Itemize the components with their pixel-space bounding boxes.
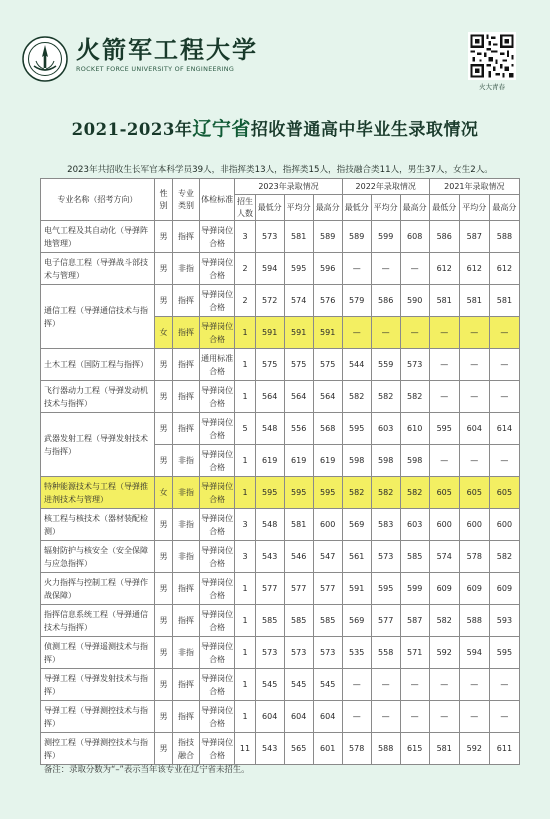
- header-max-2021: 最高分: [489, 195, 519, 221]
- score-avg-2021-cell: 605: [459, 477, 489, 509]
- gender-cell: 男: [154, 605, 172, 637]
- header-avg-2023: 平均分: [284, 195, 313, 221]
- score-min-2022-cell: 561: [342, 541, 371, 573]
- score-min-2023-cell: 585: [255, 605, 284, 637]
- score-avg-2023-cell: 573: [284, 637, 313, 669]
- gender-cell: 男: [154, 381, 172, 413]
- score-min-2023-cell: 573: [255, 221, 284, 253]
- enrollment-count-cell: 1: [235, 605, 255, 637]
- major-name-cell: 火力指挥与控制工程（导弹作战保障）: [41, 573, 155, 605]
- physical-standard-cell: 导弹岗位合格: [199, 253, 234, 285]
- score-max-2022-cell: 573: [400, 349, 429, 381]
- score-max-2023-cell: 577: [313, 573, 342, 605]
- major-name-cell: 电子信息工程（导弹战斗部技术与管理）: [41, 253, 155, 285]
- score-avg-2022-cell: —: [371, 317, 400, 349]
- score-max-2021-cell: 612: [489, 253, 519, 285]
- header-min-2023: 最低分: [255, 195, 284, 221]
- table-row: [41, 413, 520, 445]
- enrollment-count-cell: 1: [235, 445, 255, 477]
- score-min-2021-cell: 574: [429, 541, 459, 573]
- table-row: [41, 477, 520, 509]
- category-cell: 指挥: [173, 701, 200, 733]
- score-avg-2023-cell: 595: [284, 253, 313, 285]
- category-cell: 指挥: [173, 669, 200, 701]
- score-min-2021-cell: —: [429, 669, 459, 701]
- category-cell: 非指: [173, 253, 200, 285]
- gender-cell: 男: [154, 445, 172, 477]
- category-cell: 指挥: [173, 317, 200, 349]
- score-avg-2022-cell: 559: [371, 349, 400, 381]
- score-min-2022-cell: —: [342, 317, 371, 349]
- table-row: [41, 573, 520, 605]
- header-min-2022: 最低分: [342, 195, 371, 221]
- score-avg-2022-cell: 595: [371, 573, 400, 605]
- summary-text: 2023年共招收生长军官本科学员39人，非指挥类13人，指挥类15人，指技融合类11人，男生37人，女生2人。: [67, 165, 493, 175]
- score-avg-2022-cell: 558: [371, 637, 400, 669]
- enrollment-count-cell: 11: [235, 733, 255, 765]
- score-avg-2023-cell: 545: [284, 669, 313, 701]
- score-min-2021-cell: 609: [429, 573, 459, 605]
- qr-caption: 火大青春: [479, 83, 505, 91]
- score-min-2022-cell: 595: [342, 413, 371, 445]
- physical-standard-cell: 导弹岗位合格: [199, 445, 234, 477]
- category-cell: 指挥: [173, 349, 200, 381]
- table-row: [41, 637, 520, 669]
- score-min-2022-cell: —: [342, 669, 371, 701]
- header-physical: 体检标准: [199, 179, 234, 221]
- header-avg-2022: 平均分: [371, 195, 400, 221]
- major-name-cell: 武器发射工程（导弹发射技术与指挥）: [41, 413, 155, 477]
- score-max-2023-cell: 589: [313, 221, 342, 253]
- table-row: [41, 221, 520, 253]
- table-row: [41, 605, 520, 637]
- title-province: 辽宁省: [192, 118, 251, 140]
- score-avg-2021-cell: 609: [459, 573, 489, 605]
- category-cell: 指挥: [173, 285, 200, 317]
- header-count: 招生人数: [235, 195, 255, 221]
- physical-standard-cell: 导弹岗位合格: [199, 637, 234, 669]
- score-min-2022-cell: 544: [342, 349, 371, 381]
- score-min-2022-cell: —: [342, 701, 371, 733]
- score-min-2022-cell: 582: [342, 477, 371, 509]
- score-min-2022-cell: 598: [342, 445, 371, 477]
- table-row: [41, 253, 520, 285]
- score-avg-2021-cell: —: [459, 669, 489, 701]
- gender-cell: 男: [154, 253, 172, 285]
- score-min-2023-cell: 577: [255, 573, 284, 605]
- major-name-cell: 导弹工程（导弹发射技术与指挥）: [41, 669, 155, 701]
- score-min-2023-cell: 594: [255, 253, 284, 285]
- score-max-2021-cell: 595: [489, 637, 519, 669]
- score-avg-2023-cell: 577: [284, 573, 313, 605]
- enrollment-count-cell: 3: [235, 541, 255, 573]
- score-min-2023-cell: 591: [255, 317, 284, 349]
- major-name-cell: 特种能源技术与工程（导弹推进剂技术与管理）: [41, 477, 155, 509]
- score-min-2021-cell: 592: [429, 637, 459, 669]
- score-max-2022-cell: 582: [400, 381, 429, 413]
- score-avg-2022-cell: 588: [371, 733, 400, 765]
- score-min-2023-cell: 573: [255, 637, 284, 669]
- table-body: [41, 221, 520, 765]
- score-max-2023-cell: 568: [313, 413, 342, 445]
- score-max-2022-cell: 571: [400, 637, 429, 669]
- header-max-2023: 最高分: [313, 195, 342, 221]
- score-max-2022-cell: 590: [400, 285, 429, 317]
- score-avg-2022-cell: 583: [371, 509, 400, 541]
- major-name-cell: 侦测工程（导弹遥测技术与指挥）: [41, 637, 155, 669]
- score-max-2022-cell: 599: [400, 573, 429, 605]
- gender-cell: 男: [154, 509, 172, 541]
- score-max-2021-cell: 588: [489, 221, 519, 253]
- header-major: 专业名称（招考方向）: [41, 179, 155, 221]
- major-name-cell: 辐射防护与核安全（安全保障与应急指挥）: [41, 541, 155, 573]
- score-avg-2022-cell: 582: [371, 381, 400, 413]
- header-category: 专业类别: [173, 179, 200, 221]
- score-max-2023-cell: 575: [313, 349, 342, 381]
- brand-block: [76, 36, 258, 73]
- score-avg-2022-cell: 586: [371, 285, 400, 317]
- score-max-2023-cell: 591: [313, 317, 342, 349]
- score-avg-2021-cell: 594: [459, 637, 489, 669]
- score-min-2022-cell: 589: [342, 221, 371, 253]
- score-avg-2023-cell: 574: [284, 285, 313, 317]
- score-max-2023-cell: 595: [313, 477, 342, 509]
- enrollment-count-cell: 1: [235, 317, 255, 349]
- header-gender: 性别: [154, 179, 172, 221]
- score-max-2022-cell: 585: [400, 541, 429, 573]
- score-min-2022-cell: 569: [342, 605, 371, 637]
- physical-standard-cell: 导弹岗位合格: [199, 701, 234, 733]
- score-avg-2023-cell: 604: [284, 701, 313, 733]
- score-min-2021-cell: —: [429, 701, 459, 733]
- enrollment-count-cell: 3: [235, 221, 255, 253]
- score-max-2023-cell: 573: [313, 637, 342, 669]
- gender-cell: 男: [154, 221, 172, 253]
- score-avg-2021-cell: —: [459, 349, 489, 381]
- score-min-2023-cell: 619: [255, 445, 284, 477]
- score-avg-2023-cell: 581: [284, 221, 313, 253]
- major-name-cell: 飞行器动力工程（导弹发动机技术与指挥）: [41, 381, 155, 413]
- score-min-2022-cell: 535: [342, 637, 371, 669]
- table-row: [41, 669, 520, 701]
- score-max-2022-cell: —: [400, 701, 429, 733]
- score-min-2021-cell: 586: [429, 221, 459, 253]
- score-min-2021-cell: 605: [429, 477, 459, 509]
- score-max-2023-cell: 596: [313, 253, 342, 285]
- title-rest: 招收普通高中毕业生录取情况: [250, 120, 479, 140]
- physical-standard-cell: 导弹岗位合格: [199, 381, 234, 413]
- score-avg-2023-cell: 565: [284, 733, 313, 765]
- footnote: 备注：录取分数为“–”表示当年该专业在辽宁省未招生。: [44, 764, 250, 774]
- gender-cell: 男: [154, 669, 172, 701]
- gender-cell: 男: [154, 349, 172, 381]
- category-cell: 指挥: [173, 573, 200, 605]
- score-avg-2023-cell: 546: [284, 541, 313, 573]
- score-max-2021-cell: 581: [489, 285, 519, 317]
- major-name-cell: 电气工程及其自动化（导弹阵地管理）: [41, 221, 155, 253]
- major-name-cell: 通信工程（导弹通信技术与指挥）: [41, 285, 155, 349]
- score-max-2023-cell: 576: [313, 285, 342, 317]
- header-2021: 2021年录取情况: [429, 179, 519, 195]
- enrollment-count-cell: 1: [235, 573, 255, 605]
- score-max-2023-cell: 600: [313, 509, 342, 541]
- score-min-2023-cell: 595: [255, 477, 284, 509]
- score-max-2023-cell: 619: [313, 445, 342, 477]
- score-max-2022-cell: 615: [400, 733, 429, 765]
- score-max-2021-cell: 609: [489, 573, 519, 605]
- score-min-2022-cell: 578: [342, 733, 371, 765]
- enrollment-count-cell: 1: [235, 701, 255, 733]
- score-avg-2021-cell: 588: [459, 605, 489, 637]
- gender-cell: 男: [154, 637, 172, 669]
- header-2023: 2023年录取情况: [235, 179, 342, 195]
- score-avg-2022-cell: 577: [371, 605, 400, 637]
- score-max-2023-cell: 545: [313, 669, 342, 701]
- physical-standard-cell: 导弹岗位合格: [199, 477, 234, 509]
- score-avg-2023-cell: 564: [284, 381, 313, 413]
- score-avg-2021-cell: —: [459, 445, 489, 477]
- score-min-2023-cell: 548: [255, 413, 284, 445]
- enrollment-count-cell: 1: [235, 349, 255, 381]
- score-min-2021-cell: —: [429, 445, 459, 477]
- score-avg-2021-cell: —: [459, 317, 489, 349]
- category-cell: 指挥: [173, 381, 200, 413]
- score-max-2023-cell: 604: [313, 701, 342, 733]
- physical-standard-cell: 导弹岗位合格: [199, 413, 234, 445]
- score-avg-2021-cell: 578: [459, 541, 489, 573]
- gender-cell: 男: [154, 541, 172, 573]
- category-cell: 指挥: [173, 413, 200, 445]
- score-max-2023-cell: 564: [313, 381, 342, 413]
- score-min-2021-cell: 581: [429, 285, 459, 317]
- score-avg-2021-cell: —: [459, 381, 489, 413]
- header-avg-2021: 平均分: [459, 195, 489, 221]
- score-avg-2021-cell: 581: [459, 285, 489, 317]
- score-min-2023-cell: 575: [255, 349, 284, 381]
- physical-standard-cell: 导弹岗位合格: [199, 509, 234, 541]
- score-max-2021-cell: 605: [489, 477, 519, 509]
- score-max-2021-cell: 593: [489, 605, 519, 637]
- score-avg-2023-cell: 595: [284, 477, 313, 509]
- score-avg-2022-cell: —: [371, 669, 400, 701]
- table-row: [41, 541, 520, 573]
- gender-cell: 男: [154, 285, 172, 317]
- score-min-2023-cell: 564: [255, 381, 284, 413]
- gender-cell: 男: [154, 573, 172, 605]
- score-max-2021-cell: —: [489, 669, 519, 701]
- table-row: [41, 285, 520, 317]
- school-name: 火箭军工程大学: [76, 35, 258, 64]
- score-max-2023-cell: 585: [313, 605, 342, 637]
- score-max-2022-cell: —: [400, 253, 429, 285]
- category-cell: 非指: [173, 541, 200, 573]
- score-max-2021-cell: —: [489, 381, 519, 413]
- admission-table: [40, 178, 520, 765]
- score-avg-2023-cell: 591: [284, 317, 313, 349]
- enrollment-count-cell: 2: [235, 253, 255, 285]
- score-max-2023-cell: 601: [313, 733, 342, 765]
- score-min-2023-cell: 572: [255, 285, 284, 317]
- physical-standard-cell: 导弹岗位合格: [199, 317, 234, 349]
- major-name-cell: 核工程与核技术（器材装配检测）: [41, 509, 155, 541]
- physical-standard-cell: 导弹岗位合格: [199, 669, 234, 701]
- score-max-2021-cell: —: [489, 445, 519, 477]
- gender-cell: 女: [154, 317, 172, 349]
- physical-standard-cell: 导弹岗位合格: [199, 285, 234, 317]
- score-min-2021-cell: 600: [429, 509, 459, 541]
- score-max-2022-cell: —: [400, 317, 429, 349]
- score-min-2022-cell: 591: [342, 573, 371, 605]
- table-row: [41, 509, 520, 541]
- category-cell: 非指: [173, 477, 200, 509]
- score-min-2021-cell: 612: [429, 253, 459, 285]
- score-avg-2022-cell: 573: [371, 541, 400, 573]
- enrollment-count-cell: 1: [235, 477, 255, 509]
- physical-standard-cell: 导弹岗位合格: [199, 221, 234, 253]
- category-cell: 指挥: [173, 605, 200, 637]
- table-row: [41, 701, 520, 733]
- physical-standard-cell: 导弹岗位合格: [199, 605, 234, 637]
- header: [0, 0, 550, 96]
- score-max-2022-cell: 582: [400, 477, 429, 509]
- score-max-2022-cell: —: [400, 669, 429, 701]
- major-name-cell: 导弹工程（导弹测控技术与指挥）: [41, 701, 155, 733]
- score-avg-2022-cell: 603: [371, 413, 400, 445]
- page-title: [0, 114, 550, 141]
- enrollment-count-cell: 5: [235, 413, 255, 445]
- score-avg-2023-cell: 619: [284, 445, 313, 477]
- score-max-2021-cell: —: [489, 317, 519, 349]
- score-max-2022-cell: 587: [400, 605, 429, 637]
- score-min-2022-cell: —: [342, 253, 371, 285]
- score-avg-2023-cell: 581: [284, 509, 313, 541]
- score-max-2021-cell: —: [489, 701, 519, 733]
- score-avg-2022-cell: 599: [371, 221, 400, 253]
- category-cell: 非指: [173, 509, 200, 541]
- enrollment-count-cell: 1: [235, 637, 255, 669]
- score-max-2022-cell: 598: [400, 445, 429, 477]
- score-avg-2021-cell: 600: [459, 509, 489, 541]
- enrollment-count-cell: 1: [235, 669, 255, 701]
- score-max-2021-cell: —: [489, 349, 519, 381]
- score-min-2023-cell: 545: [255, 669, 284, 701]
- physical-standard-cell: 导弹岗位合格: [199, 541, 234, 573]
- category-cell: 非指: [173, 445, 200, 477]
- score-min-2022-cell: 579: [342, 285, 371, 317]
- score-max-2022-cell: 603: [400, 509, 429, 541]
- score-min-2021-cell: 595: [429, 413, 459, 445]
- score-min-2021-cell: —: [429, 349, 459, 381]
- score-min-2023-cell: 604: [255, 701, 284, 733]
- table-row: [41, 733, 520, 765]
- title-years: 2021-2023: [71, 120, 175, 139]
- score-max-2022-cell: 608: [400, 221, 429, 253]
- physical-standard-cell: 导弹岗位合格: [199, 733, 234, 765]
- score-min-2021-cell: —: [429, 381, 459, 413]
- category-cell: 指技融合: [173, 733, 200, 765]
- enrollment-count-cell: 2: [235, 285, 255, 317]
- gender-cell: 男: [154, 733, 172, 765]
- gender-cell: 男: [154, 701, 172, 733]
- gender-cell: 男: [154, 413, 172, 445]
- header-2022: 2022年录取情况: [342, 179, 429, 195]
- score-avg-2022-cell: —: [371, 253, 400, 285]
- score-max-2021-cell: 600: [489, 509, 519, 541]
- score-min-2023-cell: 543: [255, 541, 284, 573]
- score-avg-2022-cell: 582: [371, 477, 400, 509]
- score-avg-2021-cell: 587: [459, 221, 489, 253]
- major-name-cell: 土木工程（国防工程与指挥）: [41, 349, 155, 381]
- score-avg-2023-cell: 585: [284, 605, 313, 637]
- header-min-2021: 最低分: [429, 195, 459, 221]
- score-avg-2023-cell: 575: [284, 349, 313, 381]
- header-max-2022: 最高分: [400, 195, 429, 221]
- score-avg-2021-cell: 604: [459, 413, 489, 445]
- score-avg-2021-cell: —: [459, 701, 489, 733]
- physical-standard-cell: 通用标准合格: [199, 349, 234, 381]
- score-avg-2021-cell: 592: [459, 733, 489, 765]
- score-avg-2023-cell: 556: [284, 413, 313, 445]
- score-min-2021-cell: 582: [429, 605, 459, 637]
- score-avg-2022-cell: 598: [371, 445, 400, 477]
- table-row: [41, 349, 520, 381]
- enrollment-count-cell: 3: [235, 509, 255, 541]
- qr-code-icon[interactable]: [468, 32, 516, 80]
- score-min-2022-cell: 569: [342, 509, 371, 541]
- enrollment-count-cell: 1: [235, 381, 255, 413]
- score-max-2021-cell: 611: [489, 733, 519, 765]
- score-avg-2021-cell: 612: [459, 253, 489, 285]
- physical-standard-cell: 导弹岗位合格: [199, 573, 234, 605]
- title-year-char: 年: [174, 120, 193, 140]
- score-max-2021-cell: 582: [489, 541, 519, 573]
- score-min-2023-cell: 548: [255, 509, 284, 541]
- score-min-2021-cell: —: [429, 317, 459, 349]
- major-name-cell: 测控工程（导弹测控技术与指挥）: [41, 733, 155, 765]
- school-name-en: ROCKET FORCE UNIVERSITY OF ENGINEERING: [76, 65, 235, 73]
- score-max-2023-cell: 547: [313, 541, 342, 573]
- score-max-2021-cell: 614: [489, 413, 519, 445]
- score-min-2021-cell: 581: [429, 733, 459, 765]
- score-max-2022-cell: 610: [400, 413, 429, 445]
- category-cell: 非指: [173, 637, 200, 669]
- university-emblem-icon: [22, 36, 68, 82]
- score-min-2023-cell: 543: [255, 733, 284, 765]
- score-avg-2022-cell: —: [371, 701, 400, 733]
- major-name-cell: 指挥信息系统工程（导弹通信技术与指挥）: [41, 605, 155, 637]
- gender-cell: 女: [154, 477, 172, 509]
- category-cell: 指挥: [173, 221, 200, 253]
- table-row: [41, 381, 520, 413]
- score-min-2022-cell: 582: [342, 381, 371, 413]
